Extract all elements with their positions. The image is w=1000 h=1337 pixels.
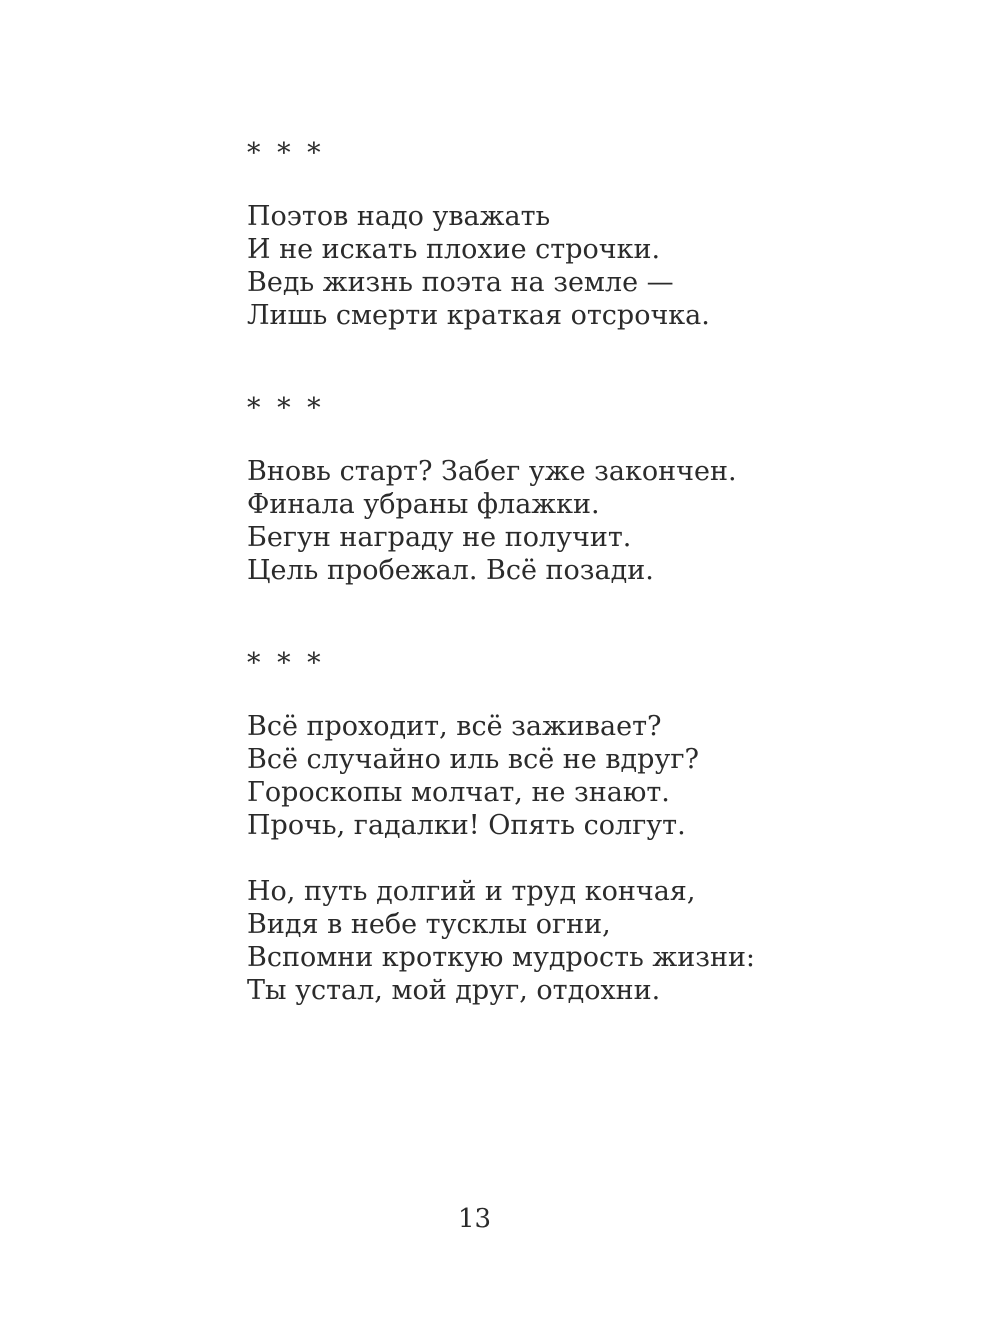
poem-line: Ты устал, мой друг, отдохни. (247, 975, 661, 1006)
stanza-separator: * * * (247, 138, 325, 169)
stanza (247, 875, 756, 1007)
poem-line: Вновь старт? Забег уже закончен. (247, 456, 737, 487)
poem-line: Всё случайно иль всё не вдруг? (247, 744, 699, 775)
stanza (247, 455, 737, 587)
poem-line: Цель пробежал. Всё позади. (247, 555, 654, 586)
stanza-separator: * * * (247, 393, 325, 424)
poem (247, 137, 717, 332)
poem-line: Но, путь долгий и труд кончая, (247, 876, 696, 907)
poem-line: Гороскопы молчат, не знают. (247, 777, 670, 808)
poem-line: Финала убраны флажки. (247, 489, 600, 520)
poem-line: И не искать плохие строчки. (247, 234, 661, 265)
poem-stanzas (247, 710, 756, 1007)
poem-line: Ведь жизнь поэта на земле — (247, 267, 674, 298)
poem (247, 392, 737, 587)
poem-line: Всё проходит, всё заживает? (247, 711, 662, 742)
poem-stanzas (247, 200, 717, 332)
poem-line: Лишь смерти краткая отсрочка. (247, 300, 710, 331)
stanza (247, 710, 717, 842)
poem-line: Прочь, гадалки! Опять солгут. (247, 810, 686, 841)
poem-line: Бегун награду не получит. (247, 522, 632, 553)
poem-stanzas (247, 455, 737, 587)
poem-line: Поэтов надо уважать (247, 201, 551, 232)
poem (247, 647, 756, 1007)
poem-line: Вспомни кроткую мудрость жизни: (247, 942, 756, 973)
stanza (247, 200, 717, 332)
poem-line: Видя в небе тусклы огни, (247, 909, 611, 940)
stanza-separator: * * * (247, 648, 325, 679)
page-number: 13 (457, 1204, 492, 1234)
poems (247, 137, 756, 1067)
